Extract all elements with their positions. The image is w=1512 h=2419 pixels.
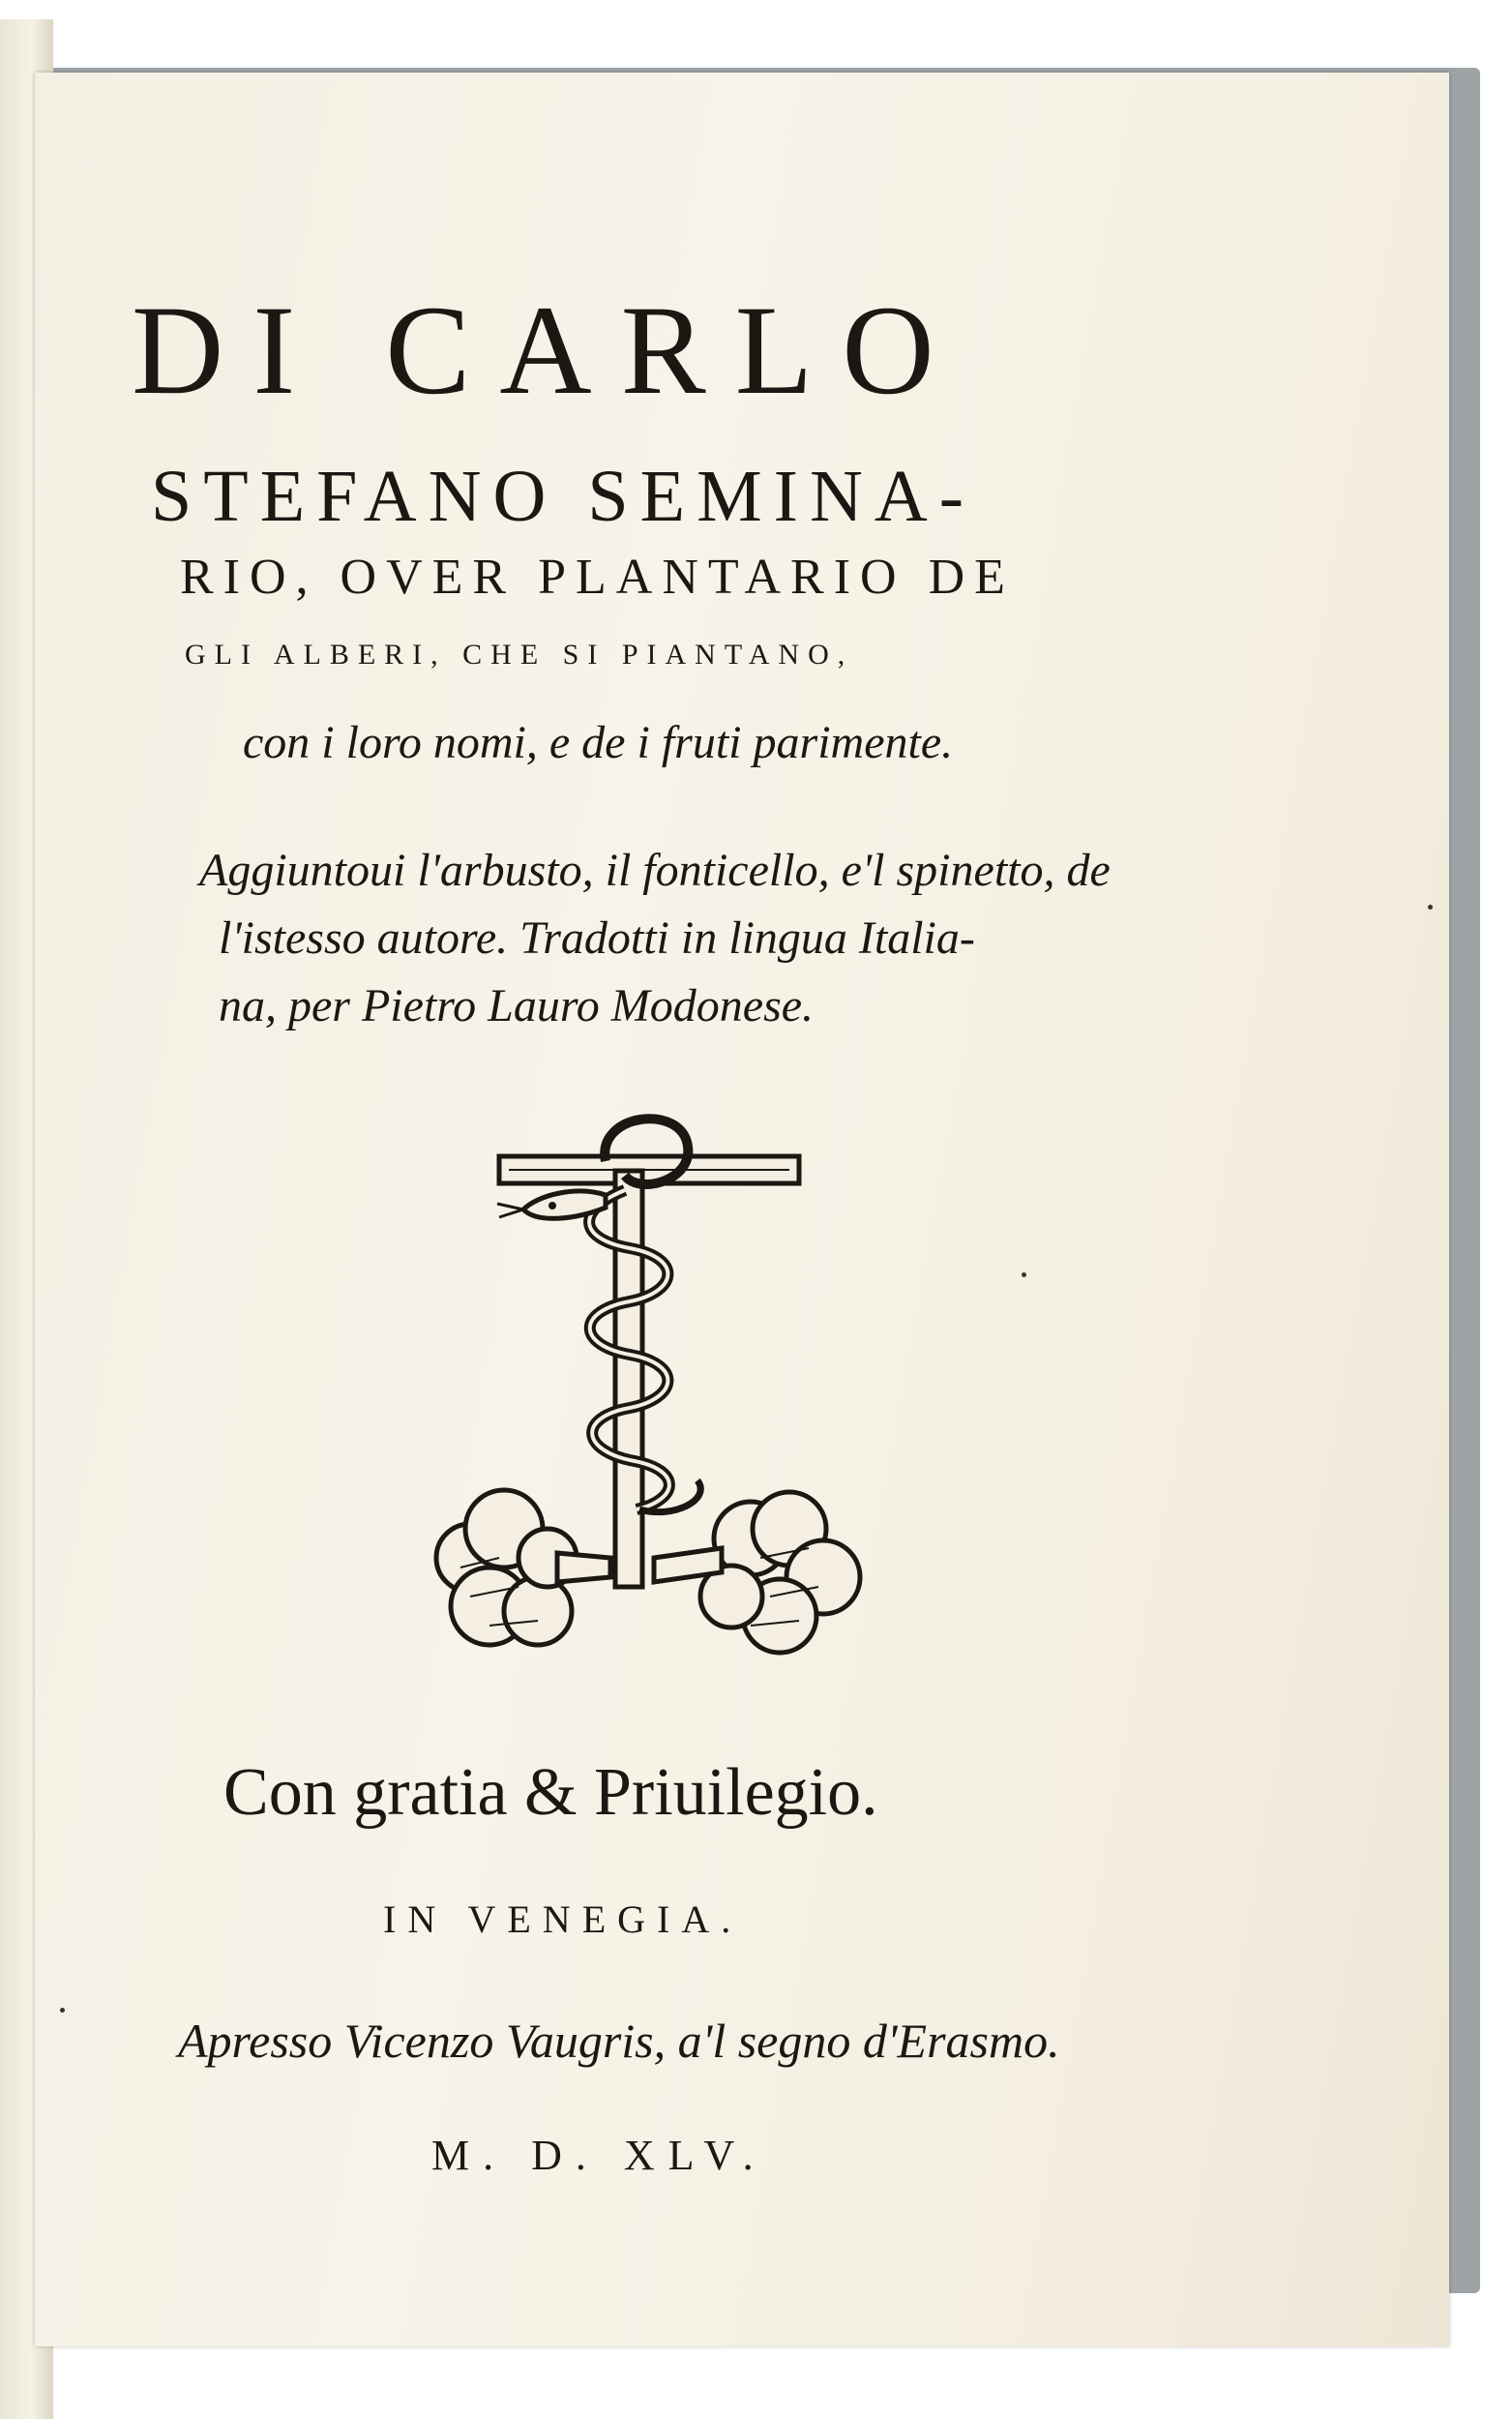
imprint-date: M. D. XLV. <box>431 2132 767 2179</box>
title-page <box>35 73 1449 2346</box>
title-line-4: GLI ALBERI, CHE SI PIANTANO, <box>185 639 854 671</box>
paper-speck <box>1428 905 1433 910</box>
printer-line: Apresso Vicenzo Vaugris, a'l segno d'Erasmo. <box>178 2014 1060 2068</box>
place-of-printing: IN VENEGIA. <box>383 1897 743 1941</box>
title-line-2: STEFANO SEMINA- <box>151 456 976 537</box>
paper-speck <box>60 2008 65 2013</box>
privilege-line: Con gratia & Priuilegio. <box>223 1755 878 1830</box>
printers-device-woodcut <box>431 1103 876 1684</box>
subtitle-line-1: Aggiuntoui l'arbusto, il fonticello, e'l spinetto, de <box>199 845 1111 896</box>
subtitle-line-2: l'istesso autore. Tradotti in lingua Italia- <box>219 912 975 964</box>
subtitle-line-3: na, per Pietro Lauro Modonese. <box>219 980 815 1031</box>
title-line-5: con i loro nomi, e de i fruti parimente. <box>243 717 954 768</box>
paper-speck <box>1022 1272 1026 1277</box>
title-line-3: RIO, OVER PLANTARIO DE <box>180 550 1015 605</box>
title-author-line: DI CARLO <box>132 279 964 421</box>
